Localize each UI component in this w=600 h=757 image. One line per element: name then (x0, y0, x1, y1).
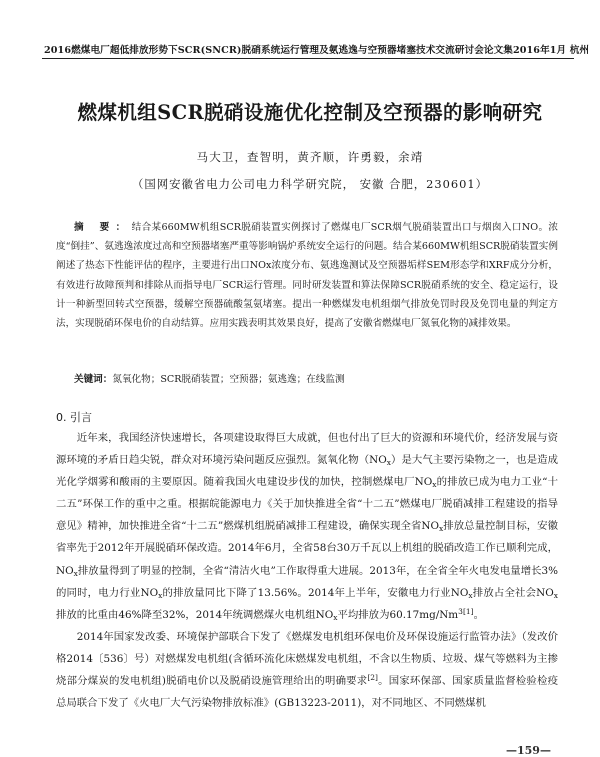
affiliation: （国网安徽省电力公司电力科学研究院， 安徽 合肥，230601） (131, 177, 489, 191)
text-run: 的排放已成为电力工业“十二五”环保工作的重中之重。根据皖能源电力《关于加快推进全省“十二五”燃煤电厂脱硝减排工程建设的指导意见》精神，加快推进全省“十二五”燃煤机组脱硝减排工程建设，确保实现全省NO (56, 476, 559, 533)
subscript: x (553, 590, 558, 600)
paper-title: 燃煤机组SCR脱硝设施优化控制及空预器的影响研究 (77, 101, 543, 124)
text-run: 排放占全社会NO (472, 586, 554, 599)
section-heading: 0. 引言 (56, 411, 92, 424)
citation: 3[1] (458, 606, 474, 616)
text-run: ）是大气主要污染物之一，也是造成光化学烟雾和酸雨的主要原因。随着我国火电建设步伐的加快，控制燃煤电厂NO (56, 454, 559, 489)
text-run: 排放的比重由46%降至32%，2014年统调燃煤火电机组NO (56, 608, 334, 621)
text-run: 平均排放为60.17mg/Nm (337, 608, 459, 621)
running-header-title: 2016燃煤电厂超低排放形势下SCR(SNCR)脱硝系统运行管理及氨逃逸与空预器堵塞技术交流研讨会论文集 (44, 45, 513, 56)
text-run: 。国家环保部、国家质量监督检验检疫总局联合下发了《火电厂大气污染物排放标准》(GB13223-2011)，对不同地区、不同燃煤机 (56, 675, 558, 710)
authors: 马大卫，查智明，黄齐顺，许勇毅，余靖 (196, 150, 424, 164)
text-run: 2014年国家发改委、环境保护部联合下发了《燃煤发电机组环保电价及环保设施运行监管办法》（发改价格2014〔536〕号）对燃煤发电机组(含循环流化床燃煤发电机组，不含以生物质、垃圾、煤气等燃料为主掺烧部分煤炭的发电机组)脱硝电价以及脱硝设施管理给出的明确要求 (56, 630, 558, 688)
citation: [2] (367, 673, 378, 683)
running-header-date: 2016年1月 杭州 (512, 45, 590, 56)
body-paragraph (56, 626, 558, 714)
abstract-label: 摘 要： (74, 222, 132, 233)
body-paragraph (56, 427, 558, 626)
text-run: 。 (473, 608, 484, 621)
subscript: x (158, 590, 163, 600)
page-number: —159— (506, 744, 551, 757)
subscript: x (73, 568, 78, 578)
text-run: 排放总量控制目标，安徽省率先于2012年开展脱硝环保改造。2014年6月，全省58台30万千瓦以上机组的脱硝改造工作已顺利完成，NO (56, 520, 559, 577)
header-rule (42, 58, 574, 59)
text-run: 排放量得到了明显的控制，全省“清洁火电”工作取得重大进展。2013年，在全省全年火电发电量增长3%的同时，电力行业NO (56, 564, 558, 599)
keywords-label: 关键词： (74, 374, 113, 385)
subscript: x (432, 480, 437, 490)
subscript: x (439, 524, 444, 534)
abstract (56, 218, 558, 333)
running-header (44, 42, 590, 56)
subscript: x (468, 590, 473, 600)
keywords-text: 氮氧化物；SCR脱硝装置；空预器；氨逃逸；在线监测 (112, 374, 345, 385)
keywords (56, 371, 558, 389)
text-run: 的排放量同比下降了13.56%。2014年上半年，安徽电力行业NO (162, 586, 469, 599)
abstract-text: 结合某660MW机组SCR脱硝装置实例探讨了燃煤电厂SCR烟气脱硝装置出口与烟囱入口NO。浓度“倒挂”、氨逃逸浓度过高和空预器堵塞严重等影响锅炉系统安全运行的问题。结合某660MW机组SCR脱硝装置实例阐述了热态下性能评估的程序，主要进行出口NOx浓度分布、氨逃逸测试及空预器垢样SEM形态学和XRF成分分析，有效进行故障预判和排除从而指导电厂SCR运行管理。同时研发装置和算法保障SCR脱硝系统的安全、稳定运行，设计一种新型回转式空预器，缓解空预器硫酸氢氨堵塞。提出一种燃煤发电机组烟气排放免罚时段及免罚电量的判定方法，实现脱硝环保电价的自动结算。应用实践表明其效果良好，提高了安徽省燃煤电厂氮氧化物的减排效果。 (56, 222, 559, 330)
subscript: x (386, 458, 391, 468)
body-text (56, 427, 558, 714)
text-run: 近年来，我国经济快速增长，各项建设取得巨大成就，但也付出了巨大的资源和环境代价，经济发展与资源环境的矛盾日趋尖锐，群众对环境污染问题反应强烈。氮氧化物（NO (56, 432, 558, 467)
subscript: x (333, 612, 338, 622)
